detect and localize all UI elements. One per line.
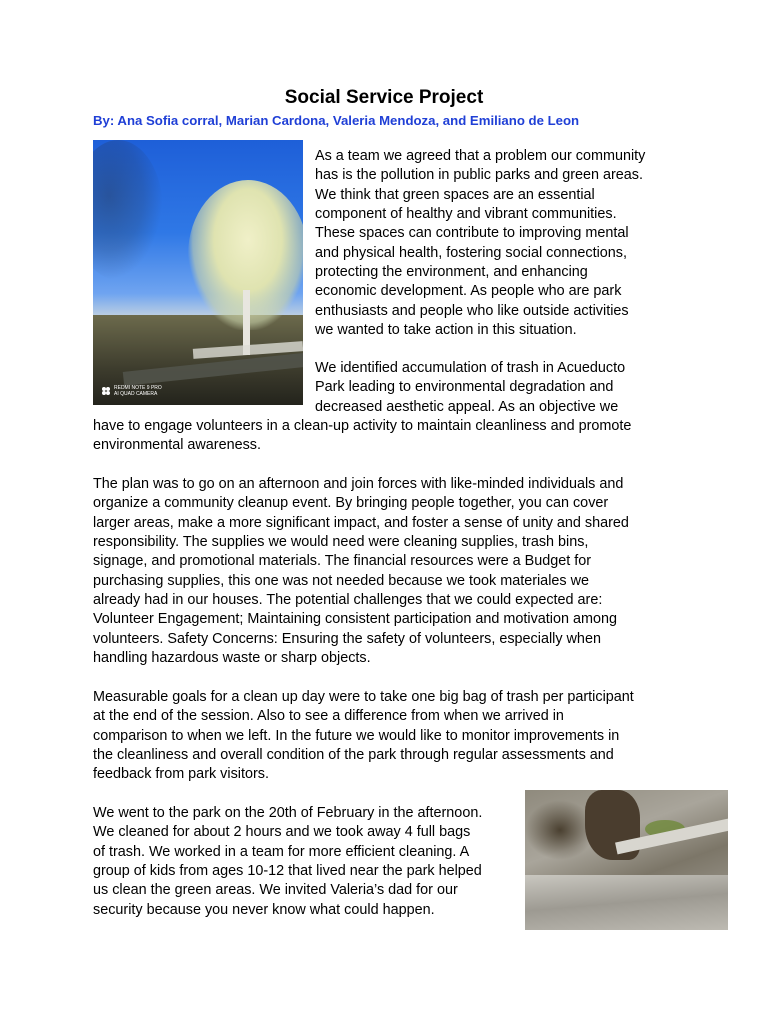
text-line: has is the pollution in public parks and green areas. — [315, 167, 643, 184]
text-line: purchasing supplies, this one was not needed because we took materiales we — [93, 572, 589, 589]
text-line: we wanted to take action in this situation. — [315, 322, 577, 339]
text-line: The plan was to go on an afternoon and join forces with like-minded individuals and — [93, 476, 624, 492]
paragraph-goals — [93, 688, 683, 785]
text-line: larger areas, make a more significant impact, and foster a sense of unity and shared — [93, 514, 629, 531]
text-line: Volunteer Engagement; Maintaining consistent participation and motivation among — [93, 611, 617, 628]
text-line: the cleanliness and overall condition of the park through regular assessments and — [93, 747, 614, 764]
text-line: signage, and promotional materials. The financial resources were a Budget for — [93, 553, 592, 570]
text-line: of trash. We worked in a team for more efficient cleaning. A — [93, 843, 470, 860]
text-line: These spaces can contribute to improving mental — [315, 225, 629, 242]
text-line: decreased aesthetic appeal. As an objective we — [315, 398, 619, 415]
text-line: security because you never know what could happen. — [93, 901, 435, 918]
paragraph-results — [93, 804, 519, 920]
text-line: We went to the park on the 20th of February in the afternoon. — [93, 805, 483, 821]
text-line: comparison to when we left. In the future we would like to monitor improvements in — [93, 727, 620, 744]
text-line: responsibility. The supplies we would need were cleaning supplies, trash bins, — [93, 534, 589, 551]
cleanup-photo — [525, 790, 728, 930]
authors-line: By: Ana Sofia corral, Marian Cardona, Valeria Mendoza, and Emiliano de Leon — [93, 113, 580, 128]
text-line: us clean the green areas. We invited Valeria’s dad for our — [93, 882, 458, 899]
text-line: component of healthy and vibrant communities. — [315, 206, 617, 223]
text-line: volunteers. Safety Concerns: Ensuring the safety of volunteers, especially when — [93, 630, 601, 647]
camera-watermark: REDMI NOTE 9 PRO AI QUAD CAMERA — [114, 385, 162, 397]
text-line: organize a community cleanup event. By bringing people together, you can cover — [93, 495, 609, 512]
text-line: Measurable goals for a clean up day were to take one big bag of trash per participant — [93, 689, 634, 705]
text-line: protecting the environment, and enhancing — [315, 264, 588, 281]
text-line: economic development. As people who are park — [315, 283, 622, 300]
text-line: Park leading to environmental degradation and — [315, 379, 614, 396]
text-line: As a team we agreed that a problem our community — [315, 148, 646, 164]
text-line: We cleaned for about 2 hours and we took away 4 full bags — [93, 824, 471, 841]
text-line: at the end of the session. Also to see a difference from when we arrived in — [93, 708, 564, 725]
text-line: group of kids from ages 10-12 that lived near the park helped — [93, 863, 482, 880]
text-line: We identified accumulation of trash in Acueducto — [315, 360, 626, 376]
paragraph-problem — [315, 147, 685, 340]
text-line: and physical health, fostering social connections, — [315, 244, 627, 261]
text-line: We think that green spaces are an essential — [315, 186, 595, 203]
text-line: have to engage volunteers in a clean-up activity to maintain cleanliness and promote — [93, 418, 632, 435]
paragraph-plan — [93, 475, 683, 668]
text-line: feedback from park visitors. — [93, 766, 269, 783]
text-line: enthusiasts and people who like outside activities — [315, 302, 629, 319]
text-line: handling hazardous waste or sharp objects. — [93, 650, 371, 667]
text-line: already had in our houses. The potential challenges that we could expected are: — [93, 592, 603, 609]
paragraph-objective — [93, 359, 683, 456]
text-line: environmental awareness. — [93, 437, 261, 454]
page-title: Social Service Project — [284, 87, 484, 108]
